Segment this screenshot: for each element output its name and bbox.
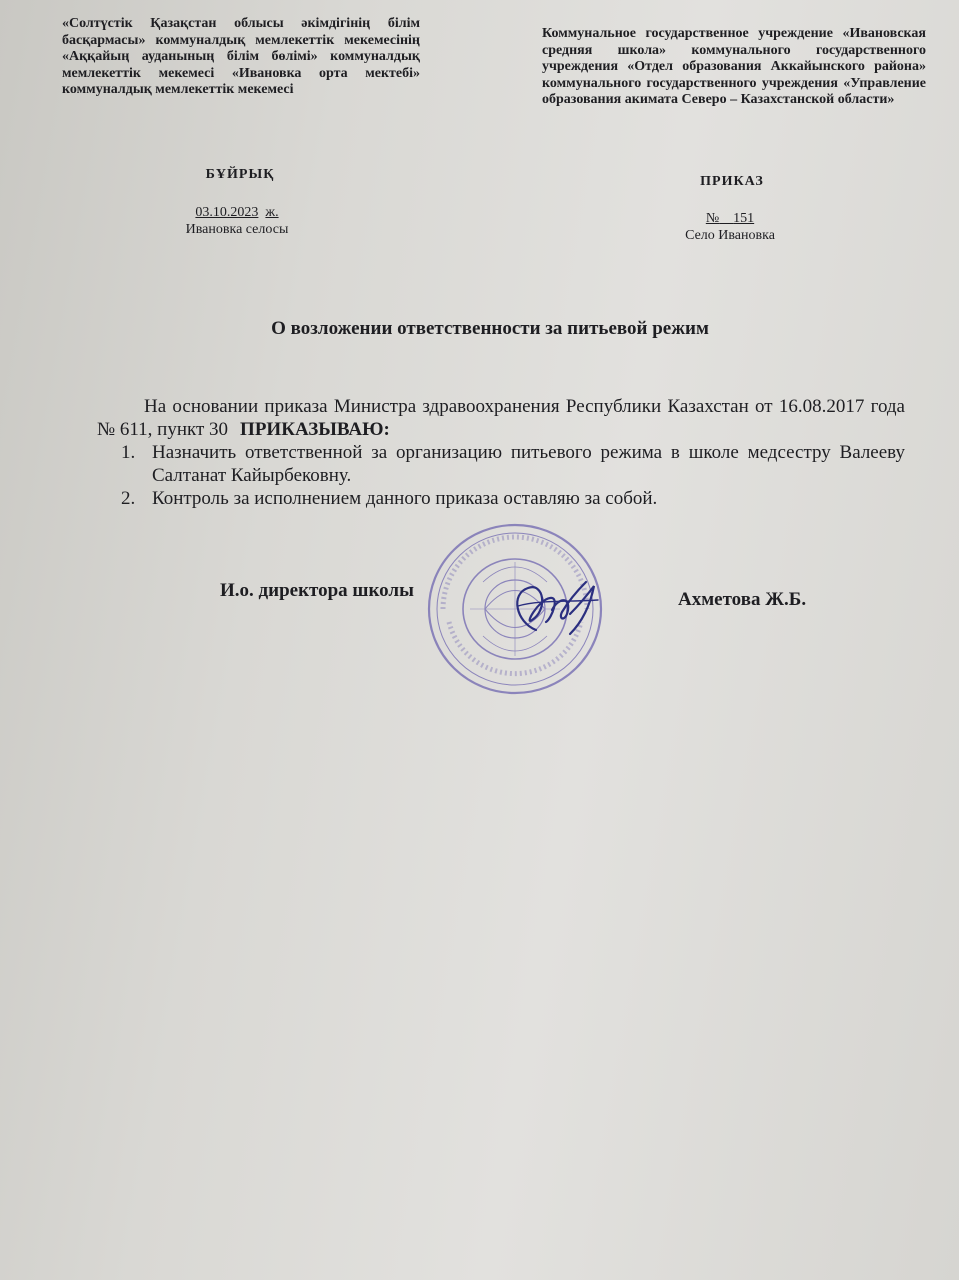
- signatory-name: Ахметова Ж.Б.: [678, 589, 807, 610]
- date-suffix: ж.: [265, 205, 279, 220]
- order-item: 2. Контроль за исполнением данного приказа оставляю за собой.: [140, 487, 905, 510]
- date-block: [137, 204, 337, 238]
- document-body: [97, 395, 905, 510]
- number-value: 151: [733, 211, 755, 226]
- header-left-kazakh: «Солтүстік Қазақстан облысы әкімдігінің білім басқармасы» коммуналдық мемлекеттік мекемесінің «Аққайың ауданының білім бөлімі» коммуналдық мемлекеттік мекемесі «Ивановка орта мектебі» коммуналдық мемлекеттік мекемесі: [62, 16, 420, 97]
- signatory-position: И.о. директора школы: [220, 580, 414, 601]
- order-item: 1. Назначить ответственной за организацию питьевого режима в школе медсестру Валееву Салтанат Кайырбековну.: [140, 441, 905, 487]
- intro-paragraph: [97, 395, 905, 441]
- place-russian: Село Ивановка: [685, 228, 775, 243]
- doc-type-russian: ПРИКАЗ: [700, 174, 764, 189]
- number-block: [630, 210, 830, 244]
- doc-type-kazakh: БҰЙРЫҚ: [205, 167, 275, 182]
- order-word: ПРИКАЗЫВАЮ:: [240, 419, 390, 440]
- intro-text: На основании приказа Министра здравоохранения Республики Казахстан от 16.08.2017 года № 611, пункт 30: [97, 396, 905, 440]
- date-value: 03.10.2023: [195, 205, 259, 220]
- document-title: О возложении ответственности за питьевой режим: [271, 318, 709, 339]
- header-right-russian: Коммунальное государственное учреждение «Ивановская средняя школа» коммунального государственного учреждения «Отдел образования Аккайынского района» коммунального государственного учреждения «Управление образования акимата Северо – Казахстанской области»: [542, 26, 926, 107]
- place-kazakh: Ивановка селосы: [185, 222, 289, 237]
- handwritten-signature-icon: [498, 570, 608, 650]
- order-items: [97, 441, 905, 510]
- number-label: №: [705, 211, 720, 226]
